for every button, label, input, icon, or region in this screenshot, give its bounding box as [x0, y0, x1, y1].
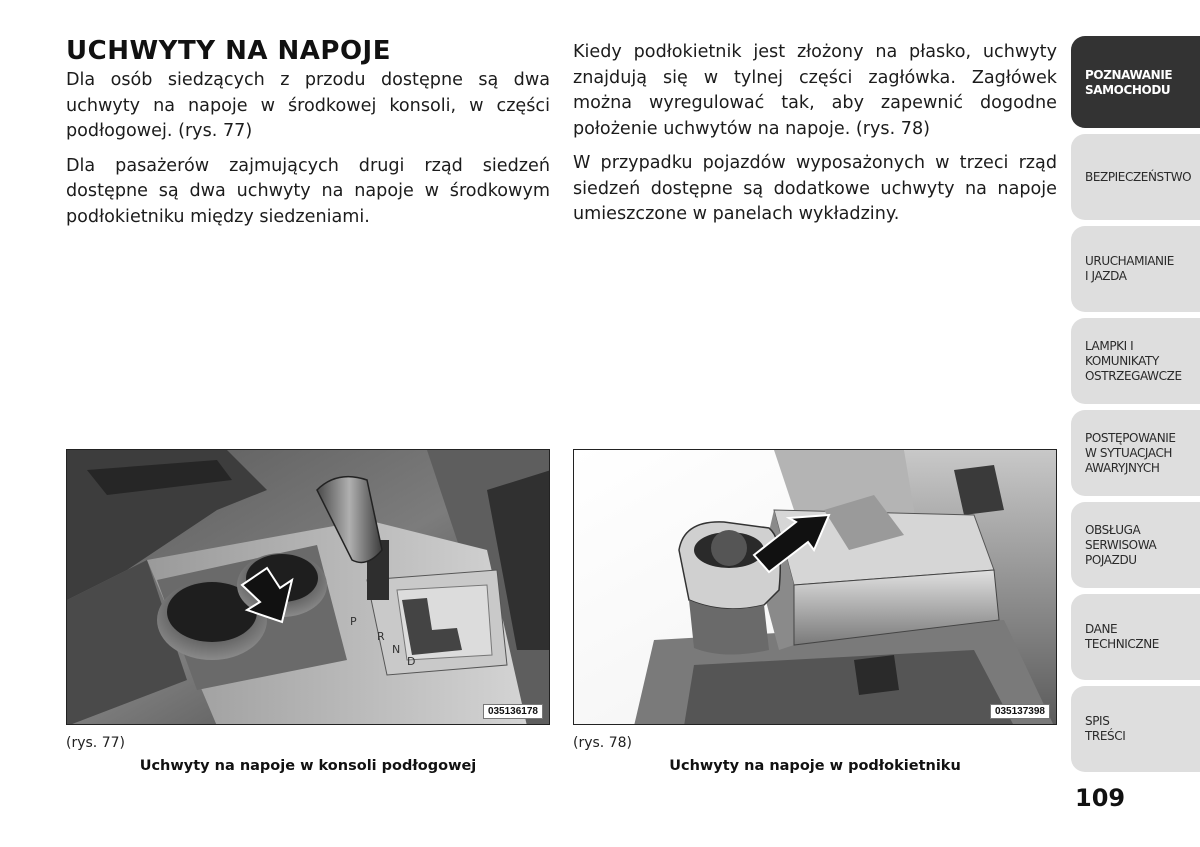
figure-code-78: 035137398 — [990, 704, 1050, 719]
paragraph-front-seats: Dla osób siedzących z przodu dostępne są dwa uchwyty na napoje w środkowej konsoli, w części podłogowej. (rys. 77) — [66, 70, 550, 141]
tab-dane-techniczne[interactable] — [1071, 594, 1200, 680]
gear-letter-d: D — [407, 655, 416, 668]
tab-uruchamianie-i-jazda[interactable] — [1071, 226, 1200, 312]
section-title: UCHWYTY NA NAPOJE — [66, 36, 391, 66]
figure-ref-78: (rys. 78) — [573, 735, 632, 751]
figure-armrest-cup-holders — [573, 449, 1057, 725]
tab-bezpieczenstwo[interactable] — [1071, 134, 1200, 220]
left-column — [66, 36, 550, 239]
tab-spis-tresci[interactable] — [1071, 686, 1200, 772]
paragraph-second-row: Dla pasażerów zajmujących drugi rząd siedzeń dostępne są dwa uchwyty na napoje w środkowym podłokietniku między siedzeniami. — [66, 155, 550, 227]
paragraph-armrest: Kiedy podłokietnik jest złożony na płasko, uchwyty znajdują się w tylnej części zagłówka. Zagłówek można wyregulować tak, aby zapewnić dogodne położenie uchwytów na napoje. (rys. 78) — [573, 42, 1057, 139]
tab-postepowanie-awaryjne[interactable] — [1071, 410, 1200, 496]
tab-label: OBSŁUGA SERWISOWA POJAZDU — [1085, 522, 1157, 567]
gear-letter-p: P — [350, 615, 357, 628]
chapter-tabs — [1071, 36, 1200, 778]
figure-caption-78: Uchwyty na napoje w podłokietniku — [669, 758, 961, 774]
tab-obsluga-serwisowa[interactable] — [1071, 502, 1200, 588]
tab-label: URUCHAMIANIE I JAZDA — [1085, 254, 1174, 283]
tab-label: POSTĘPOWANIE W SYTUACJACH AWARYJNYCH — [1085, 430, 1176, 475]
armrest-illustration — [574, 450, 1057, 725]
tab-label: BEZPIECZEŃSTWO — [1085, 169, 1192, 184]
figure-code-77: 035136178 — [483, 704, 543, 719]
figure-ref-77: (rys. 77) — [66, 735, 125, 751]
figure-console-cup-holders — [66, 449, 550, 725]
gear-letter-n: N — [392, 643, 401, 656]
tab-lampki-i-komunikaty[interactable] — [1071, 318, 1200, 404]
tab-label: DANE TECHNICZNE — [1085, 622, 1159, 651]
tab-label: POZNAWANIE SAMOCHODU — [1085, 68, 1173, 97]
figure-caption-77: Uchwyty na napoje w konsoli podłogowej — [139, 758, 477, 774]
tab-poznawanie-samochodu[interactable] — [1071, 36, 1200, 128]
tab-label: SPIS TREŚCI — [1085, 714, 1126, 743]
tab-label: LAMPKI I KOMUNIKATY OSTRZEGAWCZE — [1085, 338, 1182, 383]
right-column — [573, 40, 1057, 237]
console-illustration — [67, 450, 550, 725]
page-number: 109 — [1075, 784, 1126, 812]
gear-letter-r: R — [377, 630, 385, 643]
paragraph-third-row: W przypadku pojazdów wyposażonych w trzeci rząd siedzeń dostępne są dodatkowe uchwyty na napoje umieszczone w panelach wykładziny. — [573, 153, 1057, 224]
